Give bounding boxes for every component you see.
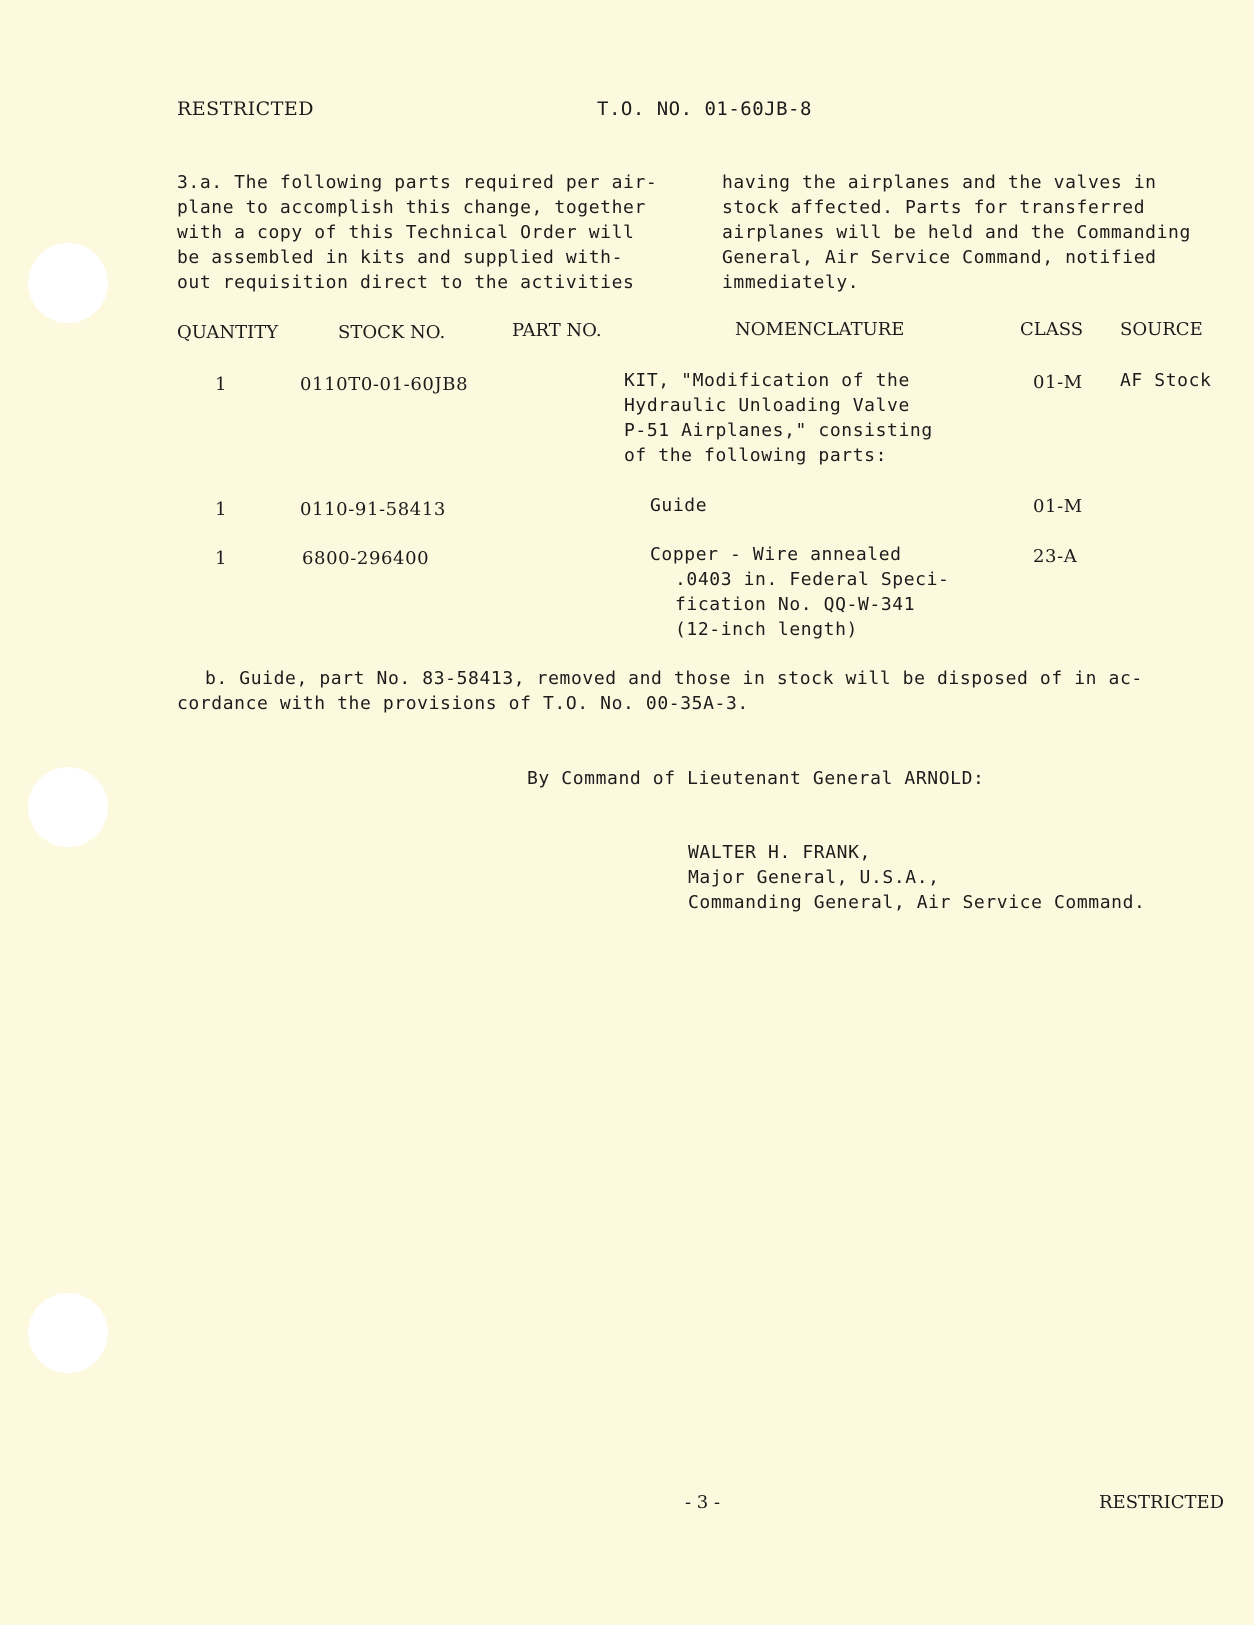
row3-stock-no: 6800-296400	[302, 548, 430, 569]
row3-quantity: 1	[215, 548, 228, 569]
row1-class: 01-M	[1033, 372, 1083, 393]
footer-classification: RESTRICTED	[1099, 1492, 1225, 1513]
paragraph-3a-left-column	[177, 170, 674, 295]
command-line: By Command of Lieutenant General ARNOLD:	[527, 768, 985, 789]
row2-nomenclature: Guide	[650, 495, 708, 516]
punch-hole-middle	[28, 767, 108, 847]
row3-nomenclature: Copper - Wire annealed .0403 in. Federal Speci- fication No. QQ-W-341 (12-inch length)	[650, 544, 950, 640]
paragraph-b-line: b. Guide, part No. 83-58413, removed and those in stock will be disposed of in ac-	[205, 668, 1143, 689]
page-number: - 3 -	[685, 1492, 721, 1513]
paragraph-line: General, Air Service Command, notified	[722, 247, 1157, 268]
paragraph-line: 3.a. The following parts required per air-	[177, 172, 658, 193]
signer-title: Commanding General, Air Service Command.	[688, 892, 1146, 913]
column-header-nomenclature: NOMENCLATURE	[735, 319, 905, 340]
column-header-quantity: QUANTITY	[177, 322, 279, 343]
column-header-class: CLASS	[1020, 319, 1084, 340]
paragraph-line: having the airplanes and the valves in	[722, 172, 1157, 193]
punch-hole-top	[28, 243, 108, 323]
paragraph-line: immediately.	[722, 272, 860, 293]
paragraph-3a-right-column	[722, 170, 1222, 295]
row2-class: 01-M	[1033, 496, 1083, 517]
paragraph-b-line: cordance with the provisions of T.O. No. 00-35A-3.	[177, 693, 749, 714]
paragraph-line: stock affected. Parts for transferred	[722, 197, 1146, 218]
row1-source: AF Stock	[1120, 370, 1212, 391]
row2-stock-no: 0110-91-58413	[300, 499, 446, 520]
paragraph-b	[177, 666, 1227, 716]
column-header-source: SOURCE	[1120, 319, 1203, 340]
paragraph-line: out requisition direct to the activities	[177, 272, 635, 293]
row1-quantity: 1	[215, 374, 228, 395]
signature-block	[688, 840, 1145, 915]
paragraph-line: plane to accomplish this change, together	[177, 197, 646, 218]
row2-quantity: 1	[215, 499, 228, 520]
paragraph-line: with a copy of this Technical Order will	[177, 222, 635, 243]
signer-name: WALTER H. FRANK,	[688, 842, 871, 863]
paragraph-line: be assembled in kits and supplied with-	[177, 247, 624, 268]
signer-rank: Major General, U.S.A.,	[688, 867, 940, 888]
row1-nomenclature: KIT, "Modification of the Hydraulic Unloading Valve P-51 Airplanes," consisting of the following parts:	[624, 370, 933, 466]
row3-class: 23-A	[1033, 546, 1078, 567]
column-header-stock-no: STOCK NO.	[338, 322, 446, 343]
header-order-number: T.O. NO. 01-60JB-8	[597, 98, 812, 120]
paragraph-line: airplanes will be held and the Commanding	[722, 222, 1191, 243]
punch-hole-bottom	[28, 1293, 108, 1373]
row1-stock-no: 0110T0-01-60JB8	[300, 374, 469, 395]
header-classification: RESTRICTED	[177, 98, 314, 120]
column-header-part-no: PART NO.	[512, 320, 602, 341]
